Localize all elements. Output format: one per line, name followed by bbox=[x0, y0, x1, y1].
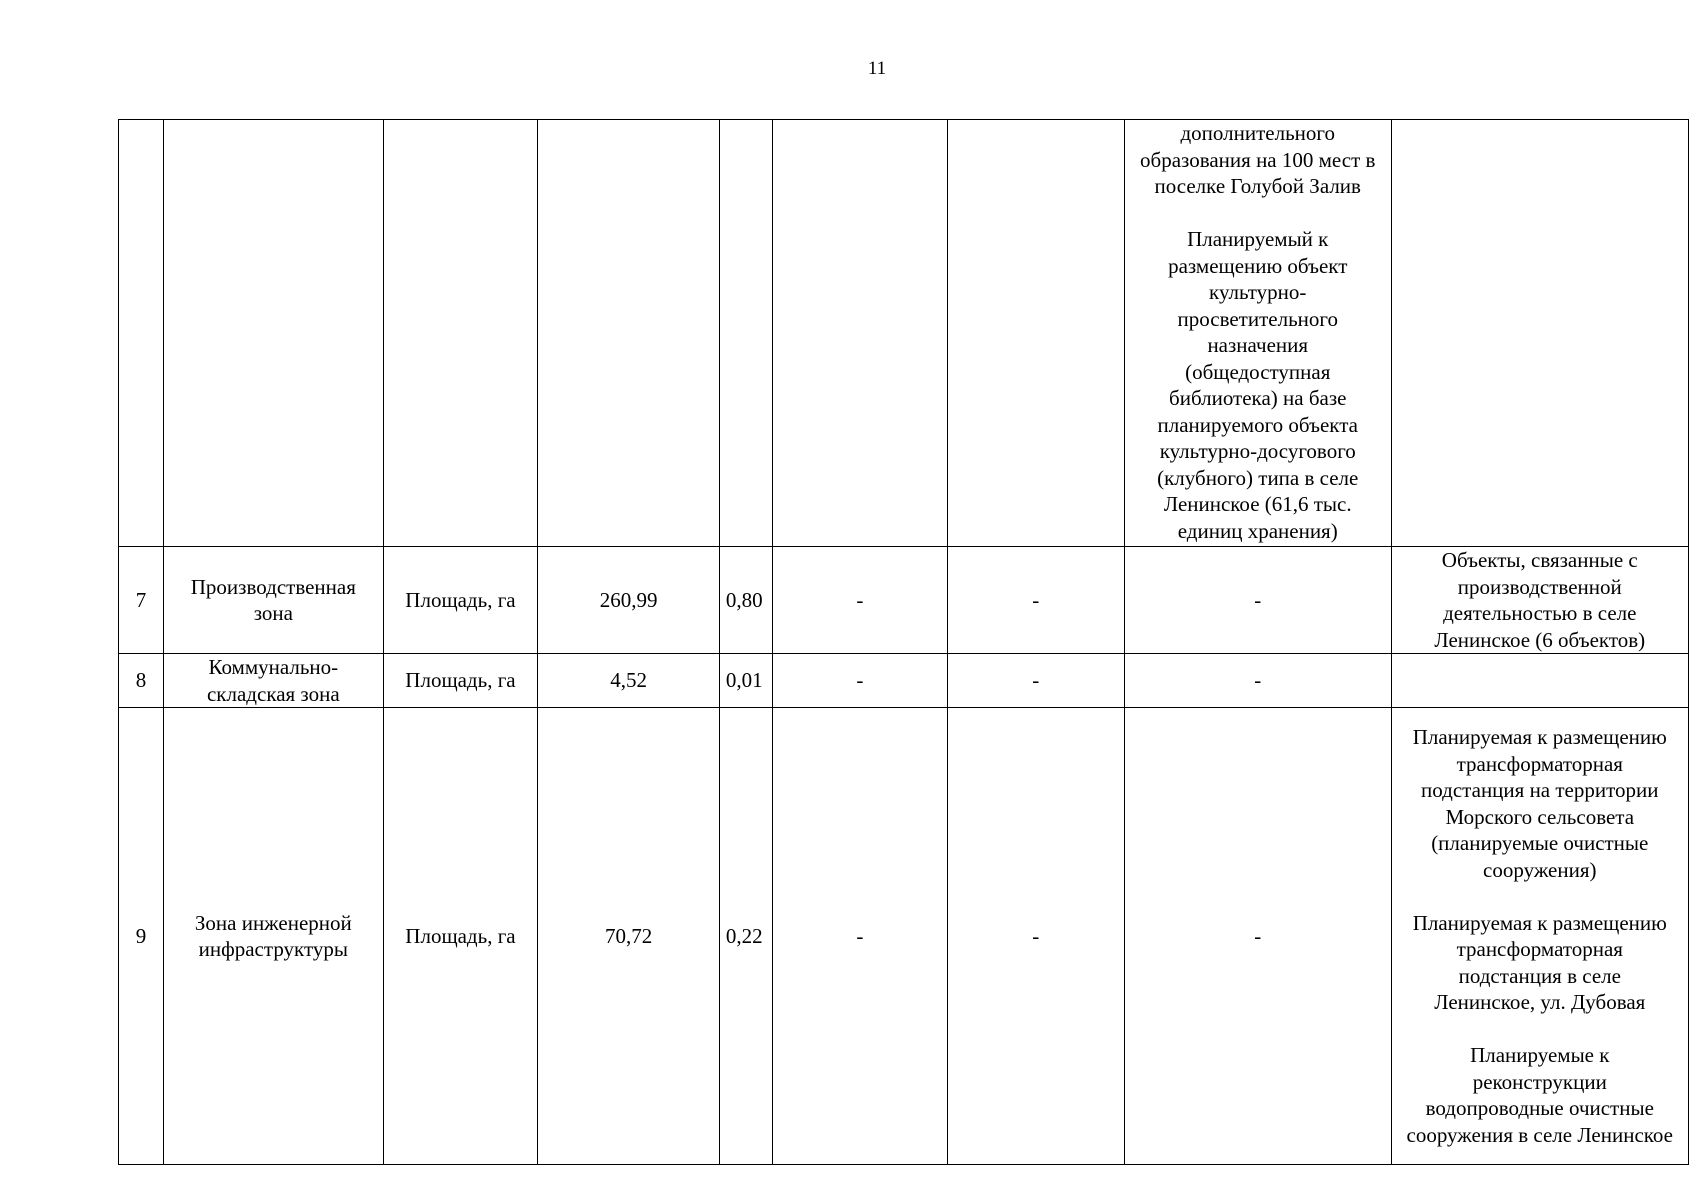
cell-col7: - bbox=[947, 547, 1124, 654]
cell-share: 0,22 bbox=[719, 708, 772, 1165]
table-row bbox=[119, 654, 1689, 708]
cell-col6: - bbox=[773, 654, 947, 708]
cell-col9: Объекты, связанные с производственной деятельностью в селе Ленинское (6 объектов) bbox=[1391, 547, 1688, 654]
cell-col6: - bbox=[773, 547, 947, 654]
cell-share: 0,80 bbox=[719, 547, 772, 654]
cell-zone bbox=[164, 120, 383, 547]
page-number: 11 bbox=[867, 58, 887, 79]
table-row bbox=[119, 708, 1689, 1165]
cell-col8: дополнительного образования на 100 мест в поселке Голубой Залив Планируемый к размещению объект культурно- просветительного назначения (общедоступная библиотека) на базе планируемого объекта культурно-досугового (клубного) типа в селе Ленинское (61,6 тыс. единиц хранения) bbox=[1124, 120, 1391, 547]
cell-col9 bbox=[1391, 654, 1688, 708]
cell-number bbox=[119, 120, 164, 547]
cell-indicator: Площадь, га bbox=[383, 547, 538, 654]
cell-zone: Зона инженерной инфраструктуры bbox=[164, 708, 383, 1165]
cell-value bbox=[538, 120, 720, 547]
cell-zone: Коммунально- складская зона bbox=[164, 654, 383, 708]
cell-indicator: Площадь, га bbox=[383, 708, 538, 1165]
cell-indicator: Площадь, га bbox=[383, 654, 538, 708]
cell-col8: - bbox=[1124, 708, 1391, 1165]
cell-col6: - bbox=[773, 708, 947, 1165]
cell-value: 4,52 bbox=[538, 654, 720, 708]
cell-col7: - bbox=[947, 654, 1124, 708]
cell-zone: Производственная зона bbox=[164, 547, 383, 654]
cell-col8: - bbox=[1124, 654, 1391, 708]
cell-share: 0,01 bbox=[719, 654, 772, 708]
cell-col9 bbox=[1391, 120, 1688, 547]
cell-col9: Планируемая к размещению трансформаторная подстанция на территории Морского сельсовета (планируемые очистные сооружения) Планируемая к размещению трансформаторная подстанция в селе Ленинское, ул. Дубовая Планируемые к реконструкции водопроводные очистные сооружения в селе Ленинское bbox=[1391, 708, 1688, 1165]
cell-col7: - bbox=[947, 708, 1124, 1165]
cell-col8: - bbox=[1124, 547, 1391, 654]
cell-value: 260,99 bbox=[538, 547, 720, 654]
cell-number: 9 bbox=[119, 708, 164, 1165]
table-row bbox=[119, 547, 1689, 654]
cell-number: 8 bbox=[119, 654, 164, 708]
cell-col6 bbox=[773, 120, 947, 547]
table-row bbox=[119, 120, 1689, 547]
cell-col7 bbox=[947, 120, 1124, 547]
cell-value: 70,72 bbox=[538, 708, 720, 1165]
cell-share bbox=[719, 120, 772, 547]
cell-number: 7 bbox=[119, 547, 164, 654]
zones-table bbox=[118, 119, 1689, 1165]
cell-indicator bbox=[383, 120, 538, 547]
